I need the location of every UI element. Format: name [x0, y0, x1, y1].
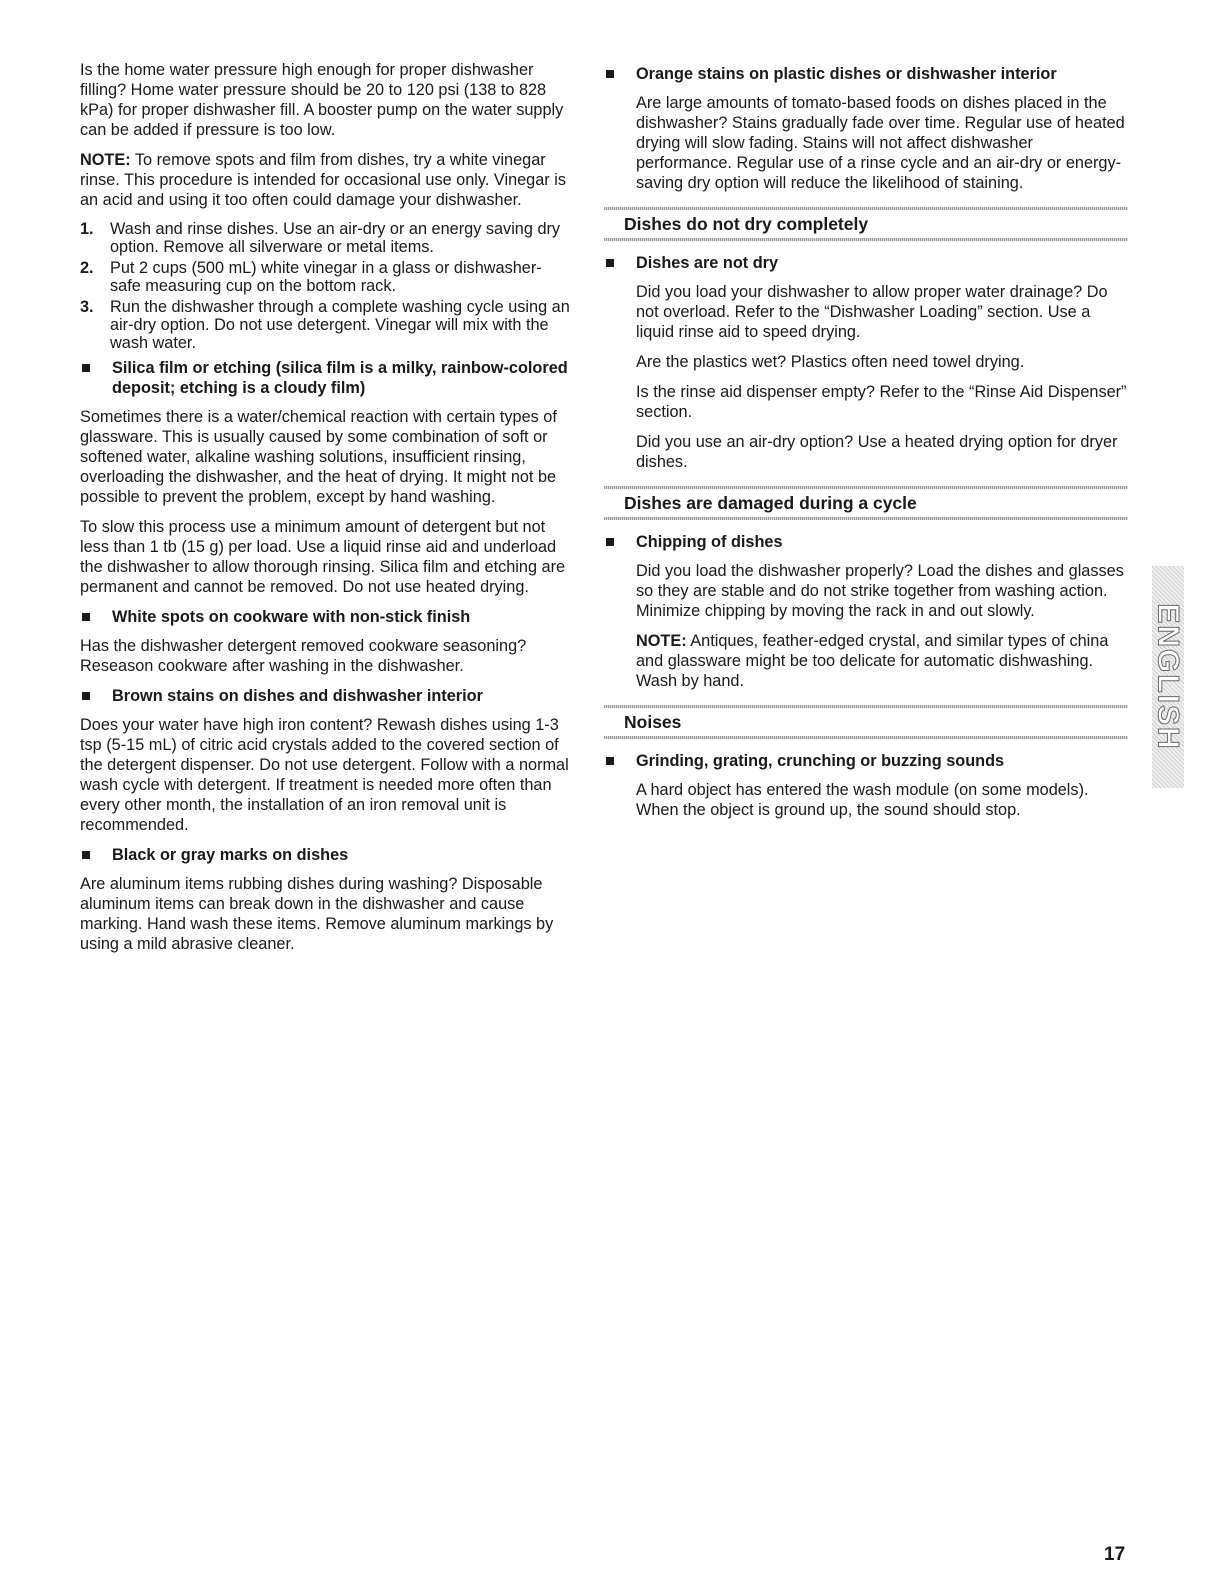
section-header-damaged	[604, 486, 1128, 520]
bullet-square-icon	[82, 613, 90, 621]
not-dry-paragraph-4: Did you use an air-dry option? Use a heated drying option for dryer dishes.	[636, 433, 1118, 471]
brown-stains-paragraph: Does your water have high iron content? Rewash dishes using 1-3 tsp (5-15 mL) of citric acid crystals added to the covered section of the detergent dispenser. Do not use detergent. Follow with a normal wash cycle with detergent. If treatment is needed more often than every other month, the installation of an iron removal unit is recommended.	[80, 716, 569, 834]
chipping-heading-text: Chipping of dishes	[636, 533, 783, 551]
section-rule	[604, 207, 1128, 210]
bullet-square-icon	[82, 692, 90, 700]
right-column	[604, 60, 1128, 830]
not-dry-paragraph-2: Are the plastics wet? Plastics often need towel drying.	[636, 353, 1025, 371]
black-marks-paragraph: Are aluminum items rubbing dishes during washing? Disposable aluminum items can break down in the dishwasher and cause marking. Hand wash these items. Remove aluminum markings by using a mild abrasive cleaner.	[80, 875, 554, 953]
chipping-paragraph: Did you load the dishwasher properly? Load the dishes and glasses so they are stable and do not strike together from washing action. Minimize chipping by moving the rack in and out slowly.	[636, 562, 1124, 620]
bullet-square-icon	[606, 259, 614, 267]
section-title: Dishes are damaged during a cycle	[624, 493, 917, 513]
note-paragraph	[80, 150, 572, 210]
silica-heading	[80, 358, 572, 398]
note-label: NOTE:	[636, 632, 687, 650]
not-dry-heading-text: Dishes are not dry	[636, 254, 779, 272]
section-title: Dishes do not dry completely	[624, 214, 869, 234]
step-item	[80, 298, 572, 352]
step-text: Wash and rinse dishes. Use an air-dry or an energy saving dry option. Remove all silverware or metal items.	[110, 220, 561, 256]
bullet-square-icon	[606, 538, 614, 546]
section-rule	[604, 486, 1128, 489]
orange-stains-heading-text: Orange stains on plastic dishes or dishwasher interior	[636, 65, 1057, 83]
step-text: Put 2 cups (500 mL) white vinegar in a glass or dishwasher-safe measuring cup on the bottom rack.	[110, 259, 542, 295]
left-column	[80, 60, 572, 964]
section-rule	[604, 517, 1128, 520]
note-text: To remove spots and film from dishes, try a white vinegar rinse. This procedure is intended for occasional use only. Vinegar is an acid and using it too often could damage your dishwasher.	[80, 151, 566, 209]
step-text: Run the dishwasher through a complete washing cycle using an air-dry option. Do not use detergent. Vinegar will mix with the wash water.	[110, 298, 570, 352]
bullet-square-icon	[606, 70, 614, 78]
black-marks-heading	[80, 845, 572, 865]
not-dry-paragraph-3: Is the rinse aid dispenser empty? Refer to the “Rinse Aid Dispenser” section.	[636, 383, 1127, 421]
white-spots-heading	[80, 607, 572, 627]
page-number: 17	[1104, 1544, 1126, 1565]
grinding-paragraph: A hard object has entered the wash module (on some models). When the object is ground up, the sound should stop.	[636, 781, 1089, 819]
intro-paragraph: Is the home water pressure high enough for proper dishwasher filling? Home water pressure should be 20 to 120 psi (138 to 828 kPa) for proper dishwasher fill. A booster pump on the water supply can be added if pressure is too low.	[80, 61, 564, 139]
chipping-heading	[604, 532, 1128, 552]
section-rule	[604, 736, 1128, 739]
orange-stains-paragraph: Are large amounts of tomato-based foods on dishes placed in the dishwasher? Stains gradually fade over time. Regular use of heated drying will slow fading. Stains will not affect dishwasher performance. Regular use of a rinse cycle and an air-dry or energy-saving dry option will reduce the likelihood of staining.	[636, 94, 1125, 192]
grinding-heading-text: Grinding, grating, crunching or buzzing sounds	[636, 752, 1005, 770]
step-number: 1.	[80, 220, 94, 238]
step-item	[80, 259, 572, 295]
not-dry-heading	[604, 253, 1128, 273]
chipping-note-paragraph	[604, 631, 1128, 691]
silica-paragraph-1: Sometimes there is a water/chemical reaction with certain types of glassware. This is usually caused by some combination of soft or softened water, alkaline washing solutions, insufficient rinsing, overloading the dishwasher, and the heat of drying. It might not be possible to prevent the problem, except by hand washing.	[80, 408, 557, 506]
grinding-heading	[604, 751, 1128, 771]
step-item	[80, 220, 572, 256]
silica-paragraph-2: To slow this process use a minimum amount of detergent but not less than 1 tb (15 g) per load. Use a liquid rinse aid and underload the dishwasher to allow thorough rinsing. Silica film and etching are permanent and cannot be removed. Do not use heated drying.	[80, 518, 566, 596]
step-number: 2.	[80, 259, 94, 277]
white-spots-heading-text: White spots on cookware with non-stick finish	[112, 608, 471, 626]
not-dry-paragraph-1: Did you load your dishwasher to allow proper water drainage? Do not overload. Refer to the “Dishwasher Loading” section. Use a liquid rinse aid to speed drying.	[636, 283, 1108, 341]
side-tab-label: ENGLISH	[1152, 603, 1186, 751]
section-rule	[604, 705, 1128, 708]
silica-heading-text: Silica film or etching (silica film is a milky, rainbow-colored deposit; etching is a cloudy film)	[112, 359, 568, 397]
bullet-square-icon	[82, 364, 90, 372]
bullet-square-icon	[606, 757, 614, 765]
vinegar-steps-list	[80, 220, 572, 352]
language-side-tab	[1152, 566, 1184, 788]
white-spots-paragraph: Has the dishwasher detergent removed cookware seasoning? Reseason cookware after washing in the dishwasher.	[80, 637, 527, 675]
orange-stains-heading	[604, 64, 1128, 84]
section-header-dry	[604, 207, 1128, 241]
brown-stains-heading-text: Brown stains on dishes and dishwasher interior	[112, 687, 483, 705]
bullet-square-icon	[82, 851, 90, 859]
section-header-noises	[604, 705, 1128, 739]
section-title: Noises	[624, 712, 682, 732]
brown-stains-heading	[80, 686, 572, 706]
note-label: NOTE:	[80, 151, 131, 169]
section-rule	[604, 238, 1128, 241]
note-text: Antiques, feather-edged crystal, and similar types of china and glassware might be too delicate for automatic dishwashing. Wash by hand.	[636, 632, 1109, 690]
black-marks-heading-text: Black or gray marks on dishes	[112, 846, 349, 864]
step-number: 3.	[80, 298, 94, 316]
